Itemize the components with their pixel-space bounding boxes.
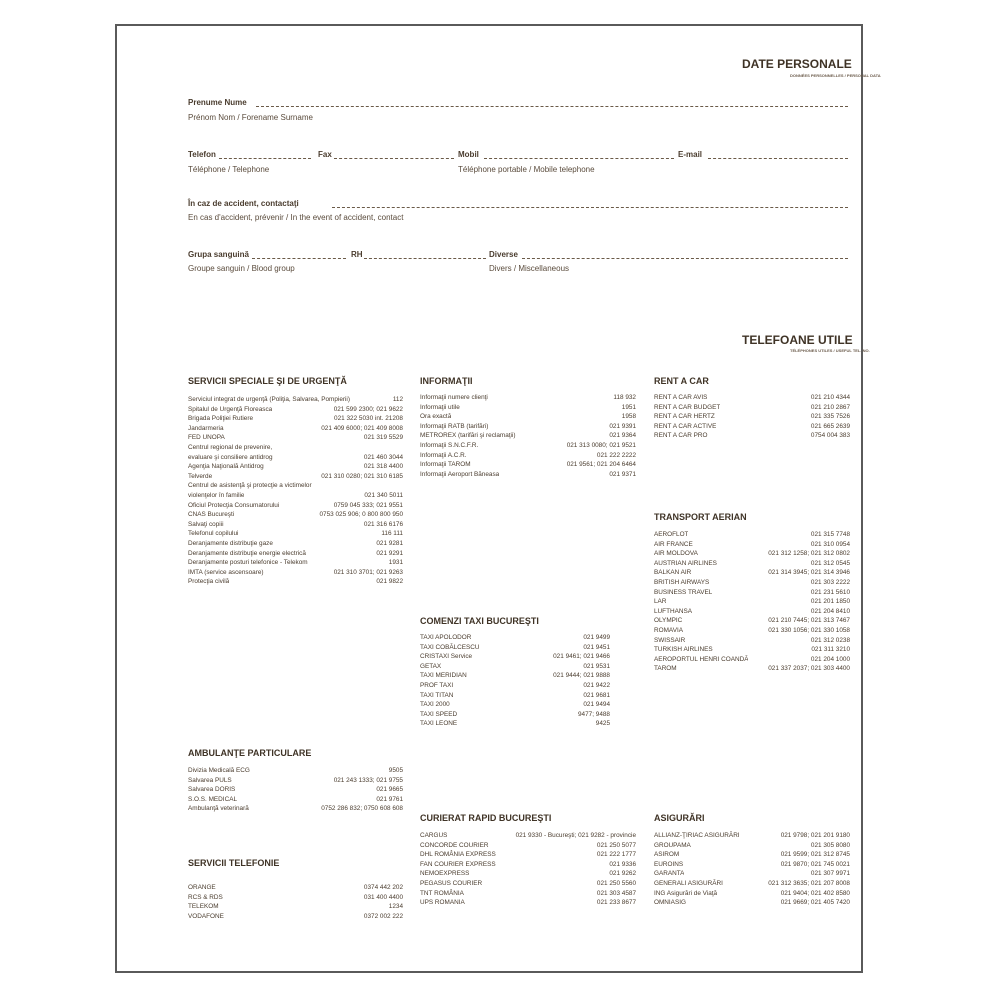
list-item-phone: 021 335 7526	[810, 413, 850, 421]
list-item-name: Deranjamente distribuţie energie electrică	[188, 549, 306, 557]
list-item-name: GROUPAMA	[654, 841, 691, 849]
list-item-name: AEROFLOT	[654, 531, 689, 538]
rh-line[interactable]	[364, 258, 486, 259]
list-item-phone: 021 9599; 021 312 8745	[780, 851, 850, 859]
list-item	[420, 700, 610, 710]
list-item	[188, 510, 403, 520]
list-item-phone: 021 9499	[583, 634, 610, 641]
list-item-name: Salvarea PULS	[188, 776, 232, 784]
list-item	[188, 577, 403, 587]
list-item-phone: 021 9494	[583, 701, 610, 709]
accident-line[interactable]	[332, 207, 848, 208]
list-item-phone: 021 665 2639	[810, 422, 850, 430]
list-item	[654, 578, 850, 588]
list-item	[188, 501, 403, 511]
list-item-name: TURKISH AIRLINES	[654, 646, 713, 654]
list-item	[188, 785, 403, 795]
list-item	[654, 597, 850, 607]
list-item-phone: 0752 286 832; 0750 608 608	[321, 805, 403, 813]
list-item-phone: 0759 045 333; 021 9551	[333, 501, 403, 509]
list-item-phone: 021 330 1056; 021 330 1058	[768, 626, 850, 634]
list-item-phone: 021 312 3635; 021 207 8008	[768, 879, 850, 887]
list-item	[654, 636, 850, 646]
list-item-name: ROMAVIA	[654, 626, 683, 634]
list-item-name: LAR	[654, 598, 667, 606]
list-item-name: NEMOEXPRESS	[420, 870, 470, 878]
list-item-name: BALKAN AIR	[654, 569, 692, 577]
air-transport-title: TRANSPORT AERIAN	[654, 512, 747, 522]
list-item	[654, 540, 850, 550]
rent-a-car-title: RENT A CAR	[654, 376, 709, 386]
list-item	[654, 607, 850, 617]
list-item-name: RENT A CAR ACTIVE	[654, 422, 717, 430]
air-transport-list	[654, 530, 850, 674]
list-item-phone: 021 312 0545	[810, 559, 850, 567]
phones-title: TELEFOANE UTILE	[742, 333, 853, 347]
list-item-name: AUSTRIAN AIRLINES	[654, 559, 717, 567]
personal-data-subtitle: DONNÉES PERSONNELLES / PERSONAL DATA	[790, 73, 881, 78]
list-item	[654, 568, 850, 578]
mobile-sublabel: Téléphone portable / Mobile telephone	[458, 165, 595, 174]
list-item	[188, 395, 403, 405]
list-item-name: Informaţii S.N.C.F.R.	[420, 441, 479, 449]
list-item	[188, 558, 403, 568]
list-item-phone: 118 932	[613, 394, 636, 401]
list-item-name: Deranjamente distribuţie gaze	[188, 539, 273, 547]
list-item	[420, 691, 610, 701]
list-item	[420, 460, 636, 470]
list-item	[188, 433, 403, 443]
list-item-phone: 021 305 8080	[810, 841, 850, 849]
list-item-phone: 021 210 4344	[810, 394, 850, 401]
list-item-phone: 9425	[595, 720, 610, 728]
list-item-name: SWISSAIR	[654, 636, 686, 644]
telephony-title: SERVICII TELEFONIE	[188, 858, 280, 868]
list-item-phone: 021 9444; 021 9888	[553, 672, 610, 680]
list-item-phone: 1234	[388, 903, 403, 911]
list-item-name: Protecţia civilă	[188, 578, 230, 586]
list-item	[654, 412, 850, 422]
list-item	[654, 898, 850, 908]
mobile-label: Mobil	[458, 150, 479, 159]
insurance-list	[654, 831, 850, 908]
list-item-name: PEGASUS COURIER	[420, 879, 483, 887]
name-sublabel: Prénom Nom / Forename Surname	[188, 113, 313, 122]
list-item	[188, 893, 403, 903]
list-item-name: DHL ROMÂNIA EXPRESS	[420, 851, 496, 859]
list-item-name: Ora exactă	[420, 413, 452, 421]
list-item	[654, 403, 850, 413]
list-item-phone: 1931	[388, 559, 403, 567]
list-item	[188, 405, 403, 415]
list-item	[188, 453, 403, 463]
list-item-phone: 021 210 7445; 021 313 7467	[768, 617, 850, 625]
list-item	[654, 588, 850, 598]
list-item-phone: 021 243 1333; 021 9755	[333, 776, 403, 784]
list-item-phone: 021 9404; 021 402 8580	[780, 889, 850, 897]
list-item	[188, 443, 403, 453]
list-item-phone: 021 9681	[583, 691, 610, 699]
information-list	[420, 393, 636, 479]
rent-a-car-list	[654, 393, 850, 441]
list-item-name: TAROM	[654, 665, 677, 673]
phone-line[interactable]	[219, 158, 311, 159]
list-item	[188, 902, 403, 912]
list-item	[420, 841, 636, 851]
list-item	[420, 831, 636, 841]
list-item	[420, 671, 610, 681]
list-item	[188, 539, 403, 549]
list-item-name: Informaţii Aeroport Băneasa	[420, 470, 500, 478]
list-item-name: CARGUS	[420, 832, 448, 839]
list-item	[420, 860, 636, 870]
list-item-phone: 112	[392, 396, 403, 403]
fax-line[interactable]	[334, 158, 454, 159]
list-item-phone: 021 599 2300; 021 9622	[333, 405, 403, 413]
list-item-phone: 021 340 5011	[364, 491, 403, 499]
list-item-phone: 021 316 6176	[363, 520, 403, 528]
list-item-name: Divizia Medicală ECG	[188, 767, 250, 774]
list-item	[188, 795, 403, 805]
list-item-name: TAXI APOLODOR	[420, 634, 472, 641]
list-item-phone: 021 9391	[609, 422, 636, 430]
ambulances-list	[188, 766, 403, 814]
list-item	[654, 393, 850, 403]
list-item-name: FED UNOPA	[188, 434, 225, 442]
list-item-phone: 021 201 1850	[810, 598, 850, 606]
misc-sublabel: Divers / Miscellaneous	[489, 264, 570, 273]
list-item-name: RENT A CAR AVIS	[654, 394, 708, 401]
list-item-phone: 021 250 5560	[596, 879, 636, 887]
list-item-phone: 021 307 9971	[810, 870, 850, 878]
list-item-name: Oficiul Protecţia Consumatorului	[188, 501, 280, 509]
list-item	[420, 879, 636, 889]
list-item-phone: 021 460 3044	[363, 453, 403, 461]
list-item-phone: 021 315 7748	[810, 531, 850, 538]
taxi-title: COMENZI TAXI BUCUREŞTI	[420, 616, 539, 626]
list-item-name: Ambulanţă veterinară	[188, 805, 249, 813]
list-item	[420, 451, 636, 461]
list-item-phone: 021 318 4400	[363, 463, 403, 471]
list-item-name: S.O.S. MEDICAL	[188, 795, 238, 803]
list-item-name: EUROINS	[654, 860, 684, 868]
list-item-phone: 021 9336	[609, 860, 636, 868]
list-item-phone: 021 9281	[376, 539, 403, 547]
list-item-name: TAXI TITAN	[420, 691, 454, 699]
list-item-phone: 021 322 5030 int. 21208	[334, 415, 403, 423]
misc-line[interactable]	[522, 258, 848, 259]
list-item-phone: 021 9422	[583, 681, 610, 689]
list-item-phone: 021 313 0080; 021 9521	[566, 441, 636, 449]
list-item-name: RENT A CAR PRO	[654, 432, 708, 440]
list-item	[188, 491, 403, 501]
list-item-phone: 021 310 3701; 021 9263	[333, 568, 403, 576]
phones-subtitle: TÉLÉPHONES UTILES / USEFUL TEL. NO.	[790, 348, 870, 353]
list-item-phone: 021 204 1000	[810, 655, 850, 663]
list-item-phone: 021 303 2222	[810, 578, 850, 586]
list-item-phone: 9477; 9488	[578, 710, 610, 718]
list-item	[654, 616, 850, 626]
list-item	[188, 529, 403, 539]
courier-list	[420, 831, 636, 908]
list-item-name: AIR FRANCE	[654, 540, 693, 548]
list-item-phone: 021 9364	[609, 432, 636, 440]
mobile-line[interactable]	[484, 158, 674, 159]
phone-sublabel: Téléphone / Telephone	[188, 165, 270, 174]
list-item-name: Centrul de asistenţă şi protecţie a victimelor	[188, 482, 312, 490]
list-item-phone: 0753 025 906; 0 800 800 950	[319, 511, 403, 519]
name-line[interactable]	[256, 106, 848, 107]
list-item-name: TAXI COBĂLCESCU	[420, 643, 480, 651]
list-item	[654, 841, 850, 851]
list-item	[420, 441, 636, 451]
accident-label: În caz de accident, contactaţi	[188, 199, 299, 208]
email-label: E-mail	[678, 150, 703, 159]
list-item-name: Informaţii A.C.R.	[420, 451, 467, 459]
list-item	[654, 645, 850, 655]
list-item	[420, 403, 636, 413]
list-item-name: RENT A CAR HERTZ	[654, 413, 715, 421]
list-item	[654, 889, 850, 899]
list-item-name: OMNIASIG	[654, 899, 686, 907]
list-item-name: Centrul regional de prevenire,	[188, 443, 273, 451]
list-item-phone: 021 9371	[609, 470, 636, 478]
list-item-phone: 021 222 2222	[596, 451, 636, 459]
list-item-phone: 021 250 5077	[596, 841, 636, 849]
list-item-name: CRISTAXI Service	[420, 653, 473, 661]
emergency-services-list	[188, 395, 403, 587]
list-item-phone: 021 233 8677	[596, 899, 636, 907]
list-item-name: IMTA (service ascensoare)	[188, 568, 264, 576]
list-item	[420, 652, 610, 662]
list-item	[188, 414, 403, 424]
list-item-phone: 1958	[621, 413, 636, 421]
list-item	[420, 710, 610, 720]
list-item-phone: 0372 002 222	[363, 912, 403, 920]
list-item-name: GARANTA	[654, 870, 685, 878]
list-item-name: GENERALI ASIGURĂRI	[654, 879, 723, 887]
accident-sublabel: En cas d'accident, prévenir / In the event of accident, contact	[188, 213, 404, 222]
list-item	[420, 889, 636, 899]
list-item-name: Agenţia Naţională Antidrog	[188, 463, 264, 471]
list-item-name: TNT ROMÂNIA	[420, 889, 464, 897]
list-item	[188, 462, 403, 472]
list-item	[420, 470, 636, 480]
list-item-phone: 021 310 0954	[810, 540, 850, 548]
list-item-phone: 021 9669; 021 405 7420	[780, 899, 850, 907]
list-item-phone: 021 204 8410	[810, 607, 850, 615]
list-item-phone: 1951	[621, 403, 636, 411]
name-label: Prenume Nume	[188, 98, 247, 107]
list-item-name: Brigada Poliţiei Rutiere	[188, 415, 254, 423]
list-item-name: BUSINESS TRAVEL	[654, 588, 713, 596]
misc-label: Diverse	[489, 250, 518, 259]
list-item-name: Spitalul de Urgenţă Floreasca	[188, 405, 273, 413]
list-item	[188, 549, 403, 559]
list-item	[654, 850, 850, 860]
list-item-phone: 021 312 0238	[810, 636, 850, 644]
taxi-list	[420, 633, 610, 729]
emergency-services-title: SERVICII SPECIALE ŞI DE URGENŢĂ	[188, 376, 347, 386]
blood-line[interactable]	[252, 258, 346, 259]
list-item-phone: 021 337 2037; 021 303 4400	[768, 665, 850, 673]
list-item-phone: 021 312 1258; 021 312 0802	[768, 550, 850, 558]
list-item	[420, 431, 636, 441]
list-item-name: Deranjamente posturi telefonice - Telekom	[188, 559, 308, 567]
list-item-phone: 021 9291	[376, 549, 403, 557]
list-item-name: CONCORDE COURIER	[420, 841, 489, 849]
insurance-title: ASIGURĂRI	[654, 813, 705, 823]
email-line[interactable]	[708, 158, 848, 159]
list-item-phone: 021 310 0280; 021 310 6185	[321, 472, 403, 480]
list-item	[654, 431, 850, 441]
list-item	[420, 681, 610, 691]
list-item-name: Informaţii TAROM	[420, 461, 471, 469]
list-item-phone: 021 9665	[376, 786, 403, 794]
list-item-phone: 116 111	[381, 530, 403, 538]
list-item-name: TAXI SPEED	[420, 710, 458, 718]
list-item-phone: 021 9531	[583, 662, 610, 670]
list-item-phone: 021 319 5529	[363, 434, 403, 442]
list-item-name: Salvarea DORIS	[188, 786, 236, 794]
list-item-name: METROREX (tarifări şi reclamaţii)	[420, 432, 516, 440]
list-item-phone: 031 400 4400	[363, 893, 403, 901]
list-item-phone: 021 9451	[583, 643, 610, 651]
list-item	[654, 879, 850, 889]
telephony-list	[188, 883, 403, 921]
phone-label: Telefon	[188, 150, 216, 159]
list-item	[654, 530, 850, 540]
list-item	[188, 472, 403, 482]
list-item-name: AIR MOLDOVA	[654, 550, 698, 558]
list-item-phone: 021 9870; 021 745 0021	[780, 860, 850, 868]
list-item-phone: 021 210 2867	[810, 403, 850, 411]
list-item-name: Informaţii RATB (tarifări)	[420, 422, 489, 430]
list-item-phone: 021 9822	[376, 578, 403, 586]
list-item-phone: 021 9761	[376, 795, 403, 803]
list-item	[188, 776, 403, 786]
list-item-name: VODAFONE	[188, 912, 224, 920]
list-item-phone: 021 222 1777	[596, 851, 636, 859]
list-item-phone: 021 9561; 021 204 6464	[566, 461, 636, 469]
blood-label: Grupa sanguină	[188, 250, 249, 259]
list-item-name: RENT A CAR BUDGET	[654, 403, 721, 411]
list-item	[420, 633, 610, 643]
list-item-phone	[399, 481, 403, 491]
blood-sublabel: Groupe sanguin / Blood group	[188, 264, 295, 273]
list-item	[654, 626, 850, 636]
list-item-name: PROF TAXI	[420, 681, 454, 689]
list-item-phone: 9505	[388, 767, 403, 774]
list-item-name: violenţelor în familie	[188, 491, 245, 499]
list-item	[654, 860, 850, 870]
list-item	[420, 719, 610, 729]
list-item-name: Informaţii utile	[420, 403, 460, 411]
list-item-phone: 021 231 5610	[810, 588, 850, 596]
list-item-name: ALLIANZ-ŢIRIAC ASIGURĂRI	[654, 832, 740, 839]
list-item-name: ORANGE	[188, 884, 216, 891]
list-item-name: OLYMPIC	[654, 617, 683, 625]
list-item-name: GETAX	[420, 662, 442, 670]
list-item-phone: 021 9262	[609, 870, 636, 878]
list-item	[654, 869, 850, 879]
list-item-name: UPS ROMANIA	[420, 899, 465, 907]
list-item	[420, 898, 636, 908]
list-item	[188, 766, 403, 776]
list-item-name: TAXI LEONE	[420, 720, 458, 728]
ambulances-title: AMBULANŢE PARTICULARE	[188, 748, 312, 758]
list-item	[420, 869, 636, 879]
list-item-name: Serviciul integrat de urgenţă (Poliţia, Salvarea, Pompierii)	[188, 396, 350, 403]
list-item	[188, 912, 403, 922]
list-item-phone: 0374 442 202	[363, 884, 403, 891]
list-item	[188, 883, 403, 893]
list-item-name: CNAS Bucureşti	[188, 511, 235, 519]
list-item-name: Informaţii numere clienţi	[420, 394, 488, 401]
list-item-name: Telefonul copilului	[188, 530, 239, 538]
list-item-name: BRITISH AIRWAYS	[654, 578, 710, 586]
courier-title: CURIERAT RAPID BUCUREŞTI	[420, 813, 552, 823]
list-item-phone: 0754 004 383	[810, 432, 850, 440]
list-item	[188, 804, 403, 814]
list-item	[654, 664, 850, 674]
list-item	[420, 412, 636, 422]
list-item-name: TELEKOM	[188, 903, 219, 911]
list-item-phone: 021 9798; 021 201 9180	[780, 832, 850, 839]
list-item	[420, 662, 610, 672]
personal-data-title: DATE PERSONALE	[742, 57, 852, 71]
list-item-name: Jandarmeria	[188, 424, 224, 432]
list-item	[188, 520, 403, 530]
list-item	[654, 559, 850, 569]
list-item-name: evaluare şi consiliere antidrog	[188, 453, 273, 461]
list-item	[654, 549, 850, 559]
list-item-name: ING Asigurări de Viaţă	[654, 889, 718, 897]
list-item	[654, 655, 850, 665]
list-item-phone: 021 9330 - Bucureşti; 021 9282 - provincie	[515, 832, 636, 839]
list-item-name: AEROPORTUL HENRI COANDĂ	[654, 655, 749, 663]
list-item-phone	[399, 443, 403, 453]
list-item-name: RCS & RDS	[188, 893, 223, 901]
information-title: INFORMAŢII	[420, 376, 473, 386]
list-item-name: TAXI MERIDIAN	[420, 672, 467, 680]
list-item	[188, 424, 403, 434]
list-item-name: FAN COURIER EXPRESS	[420, 860, 496, 868]
list-item-name: Telverde	[188, 472, 213, 480]
list-item	[420, 422, 636, 432]
list-item-phone: 021 311 3210	[811, 646, 850, 654]
list-item	[420, 393, 636, 403]
list-item-phone: 021 303 4587	[596, 889, 636, 897]
list-item-phone: 021 409 6000; 021 409 8008	[321, 424, 403, 432]
list-item	[188, 481, 403, 491]
list-item	[420, 643, 610, 653]
list-item	[188, 568, 403, 578]
list-item-name: LUFTHANSA	[654, 607, 692, 615]
list-item-name: TAXI 2000	[420, 701, 450, 709]
list-item-name: Salvaţi copiii	[188, 520, 224, 528]
list-item-name: ASIROM	[654, 851, 680, 859]
list-item	[654, 831, 850, 841]
fax-label: Fax	[318, 150, 332, 159]
rh-label: RH	[351, 250, 363, 259]
list-item-phone: 021 9461; 021 9466	[553, 653, 610, 661]
list-item-phone: 021 314 3945; 021 314 3946	[768, 569, 850, 577]
list-item	[654, 422, 850, 432]
list-item	[420, 850, 636, 860]
